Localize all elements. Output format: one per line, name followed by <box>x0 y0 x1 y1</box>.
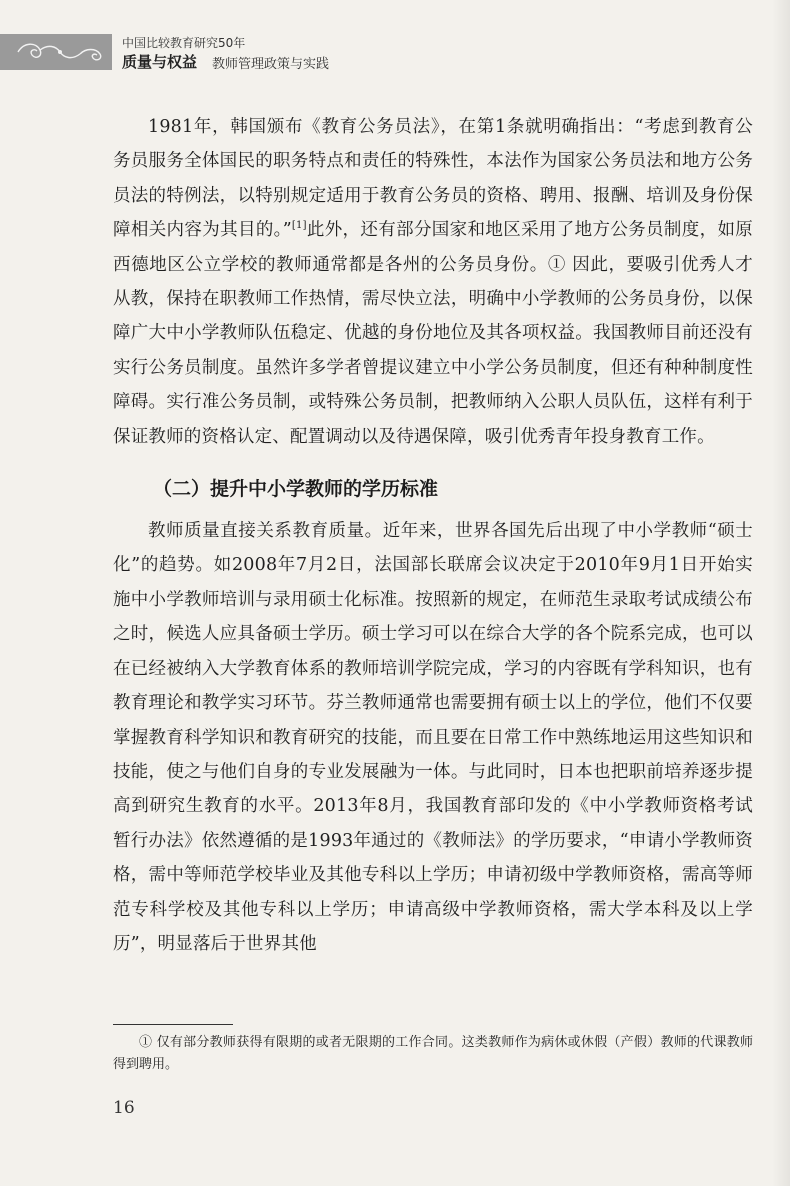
citation-ref: [1] <box>291 220 307 232</box>
footnote: ① 仅有部分教师获得有限期的或者无限期的工作合同。这类教师作为病休或休假（产假）教师的代课教师得到聘用。 <box>113 1035 753 1072</box>
header-series-title: 中国比较教育研究50年 <box>122 36 246 50</box>
header-ornament-icon <box>10 34 110 70</box>
paragraph-1-text-c: 因此，要吸引优秀人才从教，保持在职教师工作热情，需尽快立法，明确中小学教师的公务员身份，以保障广大中小学教师队伍稳定、优越的身份地位及其各项权益。我国教师目前还没有实行公务员制度。虽然许多学者曾提议建立中小学公务员制度，但还有种种制度性障碍。实行准公务员制，或特殊公务员制，把教师纳入公职人员队伍，这样有利于保证教师的资格认定、配置调动以及待遇保障，吸引优秀青年投身教育工作。 <box>113 254 754 447</box>
header-book-subtitle: 教师管理政策与实践 <box>212 57 330 72</box>
paragraph-2: 教师质量直接关系教育质量。近年来，世界各国先后出现了中小学教师“硕士化”的趋势。如2008年7月2日，法国部长联席会议决定于2010年9月1日开始实施中小学教师培训与录用硕士化标准。按照新的规定，在师范生录取考试成绩公布之时，候选人应具备硕士学历。硕士学习可以在综合大学的各个院系完成，也可以在已经被纳入大学教育体系的教师培训学院完成，学习的内容既有学科知识，也有教育理论和教学实习环节。芬兰教师通常也需要拥有硕士以上的学位，他们不仅要掌握教育科学知识和教育研究的技能，而且要在日常工作中熟练地运用这些知识和技能，使之与他们自身的专业发展融为一体。与此同时，日本也把职前培养逐步提高到研究生教育的水平。2013年8月，我国教育部印发的《中小学教师资格考试暂行办法》依然遵循的是1993年通过的《教师法》的学历要求，“申请小学教师资格，需中等师范学校毕业及其他专科以上学历；申请初级中学教师资格，需高等师范专科学校及其他专科以上学历；申请高级中学教师资格，需大学本科及以上学历”，明显落后于世界其他 <box>113 521 753 954</box>
page-body <box>113 110 753 961</box>
page-number: 16 <box>113 1098 135 1118</box>
paragraph-1-text-a: 1981年，韩国颁布《教育公务员法》，在第1条就明确指出：“考虑到教育公务员服务全体国民的职务特点和责任的特殊性，本法作为国家公务员法和地方公务员法的特例法，以特别规定适用于教育公务员的资格、聘用、报酬、培训及身份保障相关内容为其目的。” <box>113 117 753 241</box>
footnote-divider <box>113 1024 233 1025</box>
footnote-marker: ① <box>547 254 567 275</box>
paragraph-1-text-b: 此外，还有部分国家和地区采用了地方公务员制度，如原西德地区公立学校的教师通常都是各州的公务员身份。 <box>113 220 753 275</box>
section-heading: （二）提升中小学教师的学历标准 <box>153 478 439 501</box>
page-edge-shadow <box>772 0 790 1186</box>
header-book-title: 质量与权益 <box>122 53 198 71</box>
paragraph-1 <box>113 110 753 454</box>
